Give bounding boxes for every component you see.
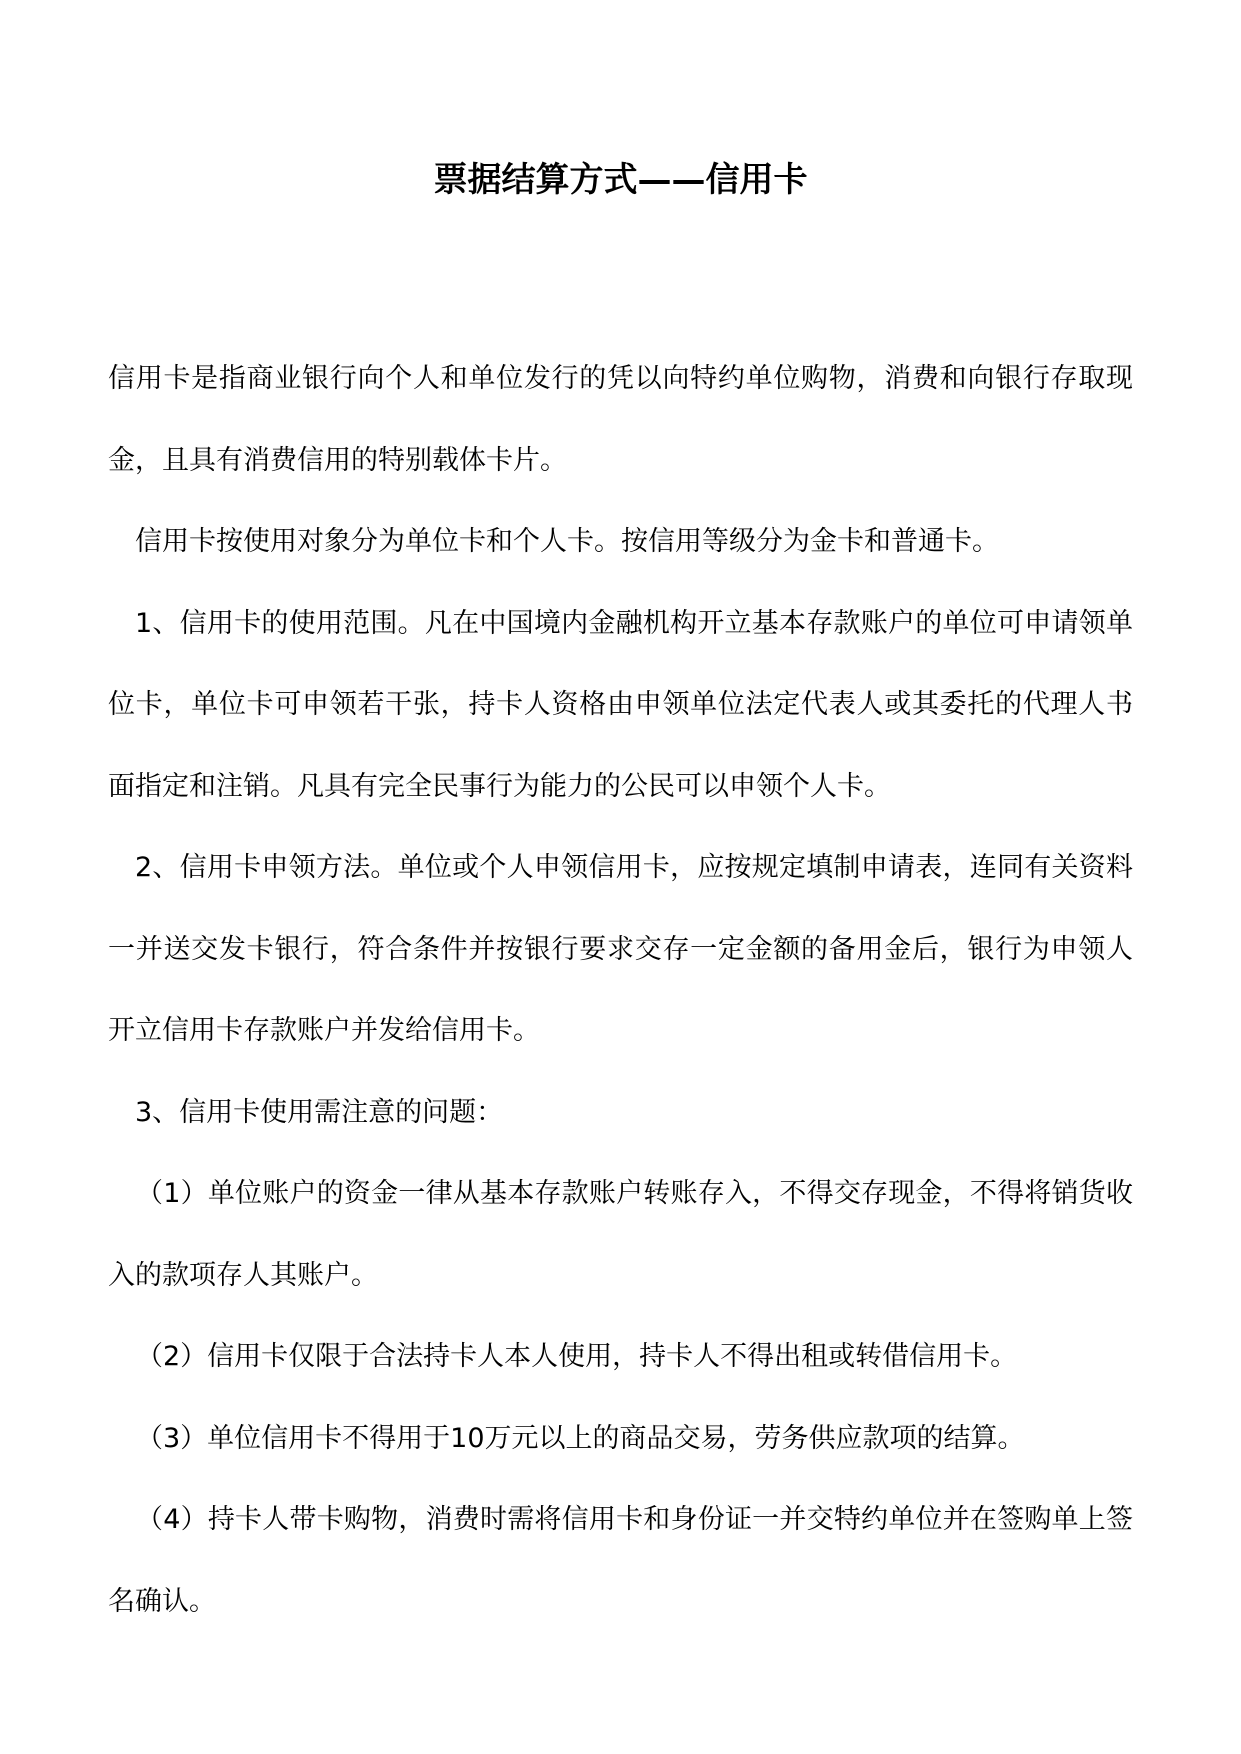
paragraph-definition: 信用卡是指商业银行向个人和单位发行的凭以向特约单位购物，消费和向银行存取现金，且具有消费信用的特别载体卡片。: [108, 363, 1133, 476]
paragraph-note-1: （1）单位账户的资金一律从基本存款账户转账存入，不得交存现金，不得将销货收入的款项存人其账户。: [108, 1178, 1133, 1291]
document-body: [108, 338, 1133, 1642]
document-title: 票据结算方式——信用卡: [433, 160, 808, 200]
paragraph-note-2: （2）信用卡仅限于合法持卡人本人使用，持卡人不得出租或转借信用卡。: [136, 1341, 1018, 1372]
paragraph-notes-heading: 3、信用卡使用需注意的问题：: [135, 1096, 504, 1128]
paragraph-usage-scope: 1、信用卡的使用范围。凡在中国境内金融机构开立基本存款账户的单位可申请领单位卡，单位卡可申领若干张，持卡人资格由申领单位法定代表人或其委托的代理人书面指定和注销。凡具有完全民事行为能力的公民可以申领个人卡。: [108, 607, 1133, 802]
paragraph-application-method: 2、信用卡申领方法。单位或个人申领信用卡，应按规定填制申请表，连同有关资料一并送交发卡银行，符合条件并按银行要求交存一定金额的备用金后，银行为申领人开立信用卡存款账户并发给信用卡。: [108, 852, 1133, 1046]
paragraph-note-3: （3）单位信用卡不得用于10万元以上的商品交易，劳务供应款项的结算。: [136, 1422, 1025, 1454]
paragraph-note-4: （4）持卡人带卡购物，消费时需将信用卡和身份证一并交特约单位并在签购单上签名确认。: [108, 1504, 1133, 1617]
paragraph-classification: 信用卡按使用对象分为单位卡和个人卡。按信用等级分为金卡和普通卡。: [135, 526, 999, 557]
